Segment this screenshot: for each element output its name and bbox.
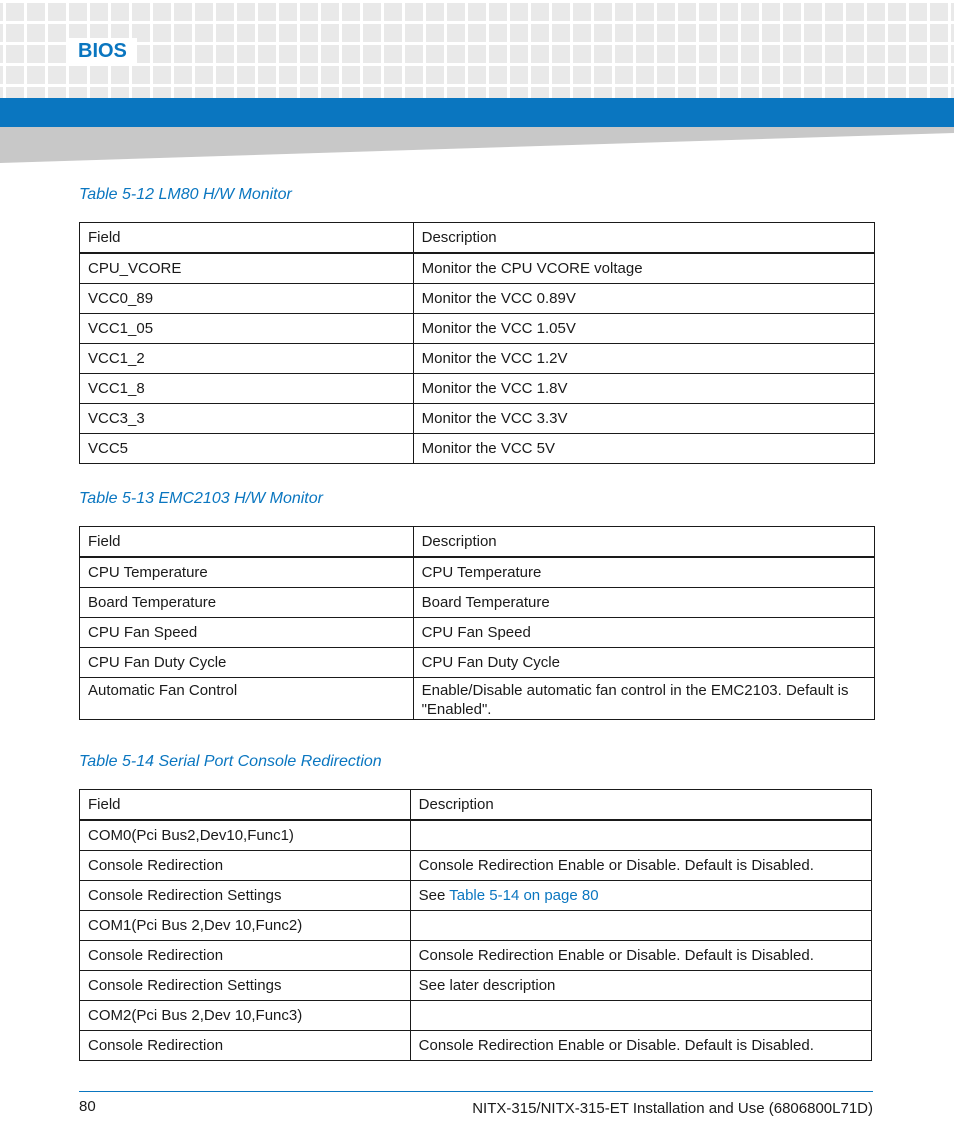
description-cell bbox=[410, 1001, 871, 1031]
description-cell: Monitor the VCC 1.05V bbox=[413, 314, 874, 344]
description-cell: Monitor the CPU VCORE voltage bbox=[413, 253, 874, 284]
field-cell: CPU_VCORE bbox=[80, 253, 414, 284]
description-cell: Console Redirection Enable or Disable. Default is Disabled. bbox=[410, 941, 871, 971]
field-cell: VCC0_89 bbox=[80, 284, 414, 314]
field-cell: Board Temperature bbox=[80, 588, 414, 618]
emc2103-monitor-table bbox=[79, 526, 875, 720]
field-cell: Automatic Fan Control bbox=[80, 678, 414, 720]
field-cell: Console Redirection Settings bbox=[80, 881, 411, 911]
table-row bbox=[80, 648, 875, 678]
cross-reference-link[interactable]: Table 5-14 on page 80 bbox=[449, 887, 599, 904]
column-header: Description bbox=[410, 790, 871, 821]
table-header-row bbox=[80, 790, 872, 821]
field-cell: COM1(Pci Bus 2,Dev 10,Func2) bbox=[80, 911, 411, 941]
description-cell: Enable/Disable automatic fan control in the EMC2103. Default is "Enabled". bbox=[413, 678, 874, 720]
table-row bbox=[80, 618, 875, 648]
table-row bbox=[80, 588, 875, 618]
table-row bbox=[80, 1031, 872, 1061]
field-cell: COM2(Pci Bus 2,Dev 10,Func3) bbox=[80, 1001, 411, 1031]
section-title: BIOS bbox=[68, 38, 137, 65]
table-row bbox=[80, 344, 875, 374]
table-row bbox=[80, 404, 875, 434]
field-cell: CPU Fan Speed bbox=[80, 618, 414, 648]
description-cell: CPU Fan Duty Cycle bbox=[413, 648, 874, 678]
field-cell: VCC1_05 bbox=[80, 314, 414, 344]
table-caption: Table 5-14 Serial Port Console Redirection bbox=[79, 753, 382, 770]
table-row bbox=[80, 434, 875, 464]
table-caption: Table 5-12 LM80 H/W Monitor bbox=[79, 186, 292, 203]
description-cell: Monitor the VCC 5V bbox=[413, 434, 874, 464]
table-row bbox=[80, 820, 872, 851]
table-row bbox=[80, 911, 872, 941]
column-header: Field bbox=[80, 790, 411, 821]
table-header-row bbox=[80, 527, 875, 558]
description-cell: See later description bbox=[410, 971, 871, 1001]
description-cell: Board Temperature bbox=[413, 588, 874, 618]
table-header-row bbox=[80, 223, 875, 254]
table-row bbox=[80, 314, 875, 344]
field-cell: Console Redirection bbox=[80, 1031, 411, 1061]
description-cell: Monitor the VCC 1.8V bbox=[413, 374, 874, 404]
column-header: Field bbox=[80, 527, 414, 558]
table-row bbox=[80, 1001, 872, 1031]
table-row bbox=[80, 284, 875, 314]
description-cell: Console Redirection Enable or Disable. Default is Disabled. bbox=[410, 1031, 871, 1061]
column-header: Field bbox=[80, 223, 414, 254]
table-row bbox=[80, 678, 875, 720]
header-grey-wedge bbox=[0, 127, 954, 163]
table-row bbox=[80, 374, 875, 404]
table-row bbox=[80, 971, 872, 1001]
column-header: Description bbox=[413, 527, 874, 558]
table-row bbox=[80, 881, 872, 911]
description-cell bbox=[410, 881, 871, 911]
lm80-monitor-table bbox=[79, 222, 875, 464]
table-row bbox=[80, 253, 875, 284]
table-caption: Table 5-13 EMC2103 H/W Monitor bbox=[79, 490, 323, 507]
description-cell bbox=[410, 820, 871, 851]
description-cell bbox=[410, 911, 871, 941]
field-cell: Console Redirection Settings bbox=[80, 971, 411, 1001]
table-row bbox=[80, 851, 872, 881]
field-cell: VCC5 bbox=[80, 434, 414, 464]
field-cell: CPU Temperature bbox=[80, 557, 414, 588]
field-cell: Console Redirection bbox=[80, 941, 411, 971]
field-cell: VCC3_3 bbox=[80, 404, 414, 434]
document-title: NITX-315/NITX-315-ET Installation and Use (6806800L71D) bbox=[472, 1100, 873, 1117]
description-cell: CPU Temperature bbox=[413, 557, 874, 588]
see-prefix: See bbox=[418, 887, 450, 904]
header-pattern bbox=[0, 0, 954, 98]
field-cell: VCC1_8 bbox=[80, 374, 414, 404]
column-header: Description bbox=[413, 223, 874, 254]
footer-rule bbox=[79, 1091, 873, 1092]
field-cell: COM0(Pci Bus2,Dev10,Func1) bbox=[80, 820, 411, 851]
field-cell: Console Redirection bbox=[80, 851, 411, 881]
description-cell: Console Redirection Enable or Disable. Default is Disabled. bbox=[410, 851, 871, 881]
description-cell: Monitor the VCC 1.2V bbox=[413, 344, 874, 374]
description-cell: Monitor the VCC 0.89V bbox=[413, 284, 874, 314]
description-cell: Monitor the VCC 3.3V bbox=[413, 404, 874, 434]
serial-console-redirection-table bbox=[79, 789, 872, 1061]
table-row bbox=[80, 557, 875, 588]
field-cell: CPU Fan Duty Cycle bbox=[80, 648, 414, 678]
field-cell: VCC1_2 bbox=[80, 344, 414, 374]
header-blue-bar bbox=[0, 98, 954, 127]
table-row bbox=[80, 941, 872, 971]
page-number: 80 bbox=[79, 1098, 96, 1115]
description-cell: CPU Fan Speed bbox=[413, 618, 874, 648]
